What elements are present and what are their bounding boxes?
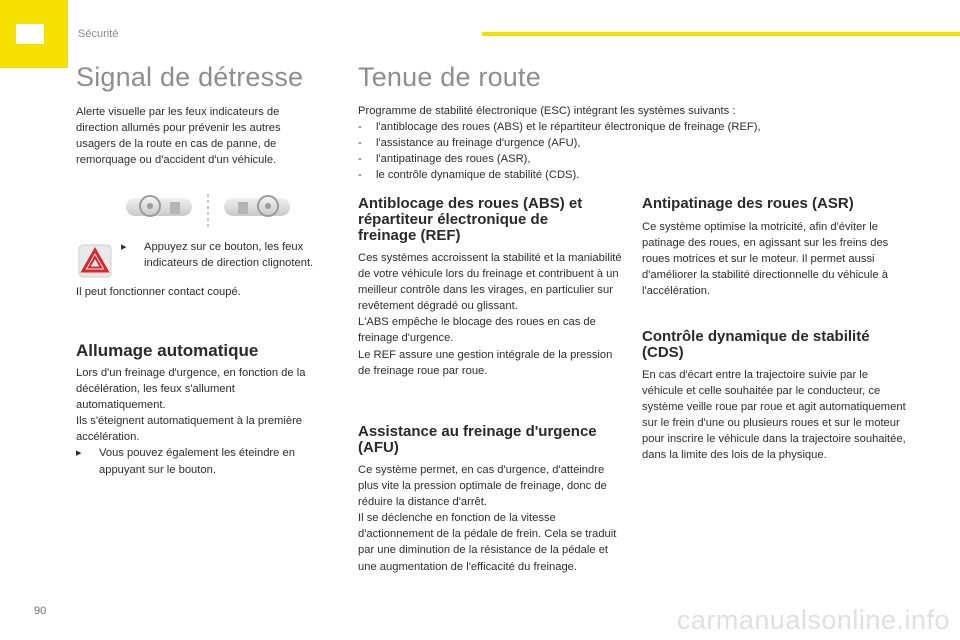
afu-text-2: Il se déclenche en fonction de la vitesse d'actionnement de la pédale de frein. Cela se traduit par une diminution de la résistance de la pédale et une augmentation de l'efficacité du freinage. xyxy=(358,512,617,573)
abs-title: Antiblocage des roues (ABS) et répartiteur électronique de freinage (REF) xyxy=(358,195,583,244)
cds-text: En cas d'écart entre la trajectoire suivie par le véhicule et celle souhaitée par le conducteur, ce système veille roue par roue et agit automatiquement sur le frein d'une ou plusieurs roues et sur le moteur pour inscrire le véhicule dans la trajectoire souhaitée, dans la limite des lois de la physique. xyxy=(642,369,906,462)
right-pointing-triangle-icon: ▸ xyxy=(76,447,82,460)
stability-section-title: Tenue de route xyxy=(358,62,541,92)
auto-bullet-text: Vous pouvez également les éteindre en appuyant sur le bouton. xyxy=(99,447,295,476)
auto-bullet xyxy=(76,445,326,477)
dashboard-illustration xyxy=(124,188,294,230)
list-item: - l'antipatinage des roues (ASR), xyxy=(358,151,838,167)
header-accent-bar xyxy=(482,32,960,36)
afu-body xyxy=(358,462,624,575)
chapter-tab xyxy=(0,0,68,68)
system-asr: l'antipatinage des roues (ASR), xyxy=(376,153,531,166)
list-item: - l'antiblocage des roues (ABS) et le répartiteur électronique de freinage (REF), xyxy=(358,119,838,135)
abs-body xyxy=(358,250,624,379)
hazard-intro: Alerte visuelle par les feux indicateurs de direction allumés pour prévenir les autres usagers de la route en cas de panne, de remorquage ou d'accident d'un véhicule. xyxy=(76,106,281,167)
page-number: 90 xyxy=(34,605,47,617)
list-item: - le contrôle dynamique de stabilité (CDS). xyxy=(358,167,838,183)
list-item: - l'assistance au freinage d'urgence (AFU), xyxy=(358,135,838,151)
ignition-note: Il peut fonctionner contact coupé. xyxy=(76,286,241,298)
auto-section-body xyxy=(76,365,326,478)
right-pointing-triangle-icon: ▸ xyxy=(121,241,127,253)
afu-title: Assistance au freinage d'urgence (AFU) xyxy=(358,423,597,456)
system-afu: l'assistance au freinage d'urgence (AFU), xyxy=(376,137,581,150)
auto-text-2: Ils s'éteignent automatiquement à la première accélération. xyxy=(76,415,303,444)
auto-text-1: Lors d'un freinage d'urgence, en fonction de la décélération, les feux s'allument automatiquement. xyxy=(76,367,306,412)
hazard-section-title: Signal de détresse xyxy=(76,62,304,92)
hazard-press-bullet xyxy=(121,239,337,271)
system-abs-ref: l'antiblocage des roues (ABS) et le répartiteur électronique de freinage (REF), xyxy=(376,121,761,134)
afu-text-1: Ce système permet, en cas d'urgence, d'atteindre plus vite la pression optimale de freinage, donc de réduire la distance d'arrêt. xyxy=(358,464,607,509)
system-cds: le contrôle dynamique de stabilité (CDS). xyxy=(376,169,580,182)
auto-section-title: Allumage automatique xyxy=(76,341,259,360)
abs-text-3: Le REF assure une gestion intégrale de la pression de freinage roue par roue. xyxy=(358,348,613,377)
steering-wheel-dashboard-icon xyxy=(124,188,294,230)
stability-intro: Programme de stabilité électronique (ESC) intégrant les systèmes suivants : xyxy=(358,105,736,117)
abs-text-1: Ces systèmes accroissent la stabilité et la maniabilité de votre véhicule lors du freinage et contribuent à un meilleur contrôle dans les virages, en particulier sur revêtement dégradé ou glissant. xyxy=(358,252,622,313)
hazard-button-illustration xyxy=(78,244,112,278)
hazard-press-text: Appuyez sur ce bouton, les feux indicateurs de direction clignotent. xyxy=(144,241,314,270)
site-watermark: carmanualsonline.info xyxy=(676,605,950,635)
cds-title: Contrôle dynamique de stabilité (CDS) xyxy=(642,328,870,361)
asr-text: Ce système optimise la motricité, afin d'éviter le patinage des roues, en agissant sur les freins des roues motrices et sur le moteur. Il permet aussi d'améliorer la stabilité directionnelle du véhicule à l'accélération. xyxy=(642,221,889,298)
abs-text-2: L'ABS empêche le blocage des roues en cas de freinage d'urgence. xyxy=(358,316,596,345)
chapter-tab-inner xyxy=(16,24,44,44)
section-label: Sécurité xyxy=(78,28,119,40)
hazard-warning-triangle-icon xyxy=(78,244,112,278)
stability-intro-block xyxy=(358,103,838,183)
asr-title: Antipatinage des roues (ASR) xyxy=(642,195,854,212)
